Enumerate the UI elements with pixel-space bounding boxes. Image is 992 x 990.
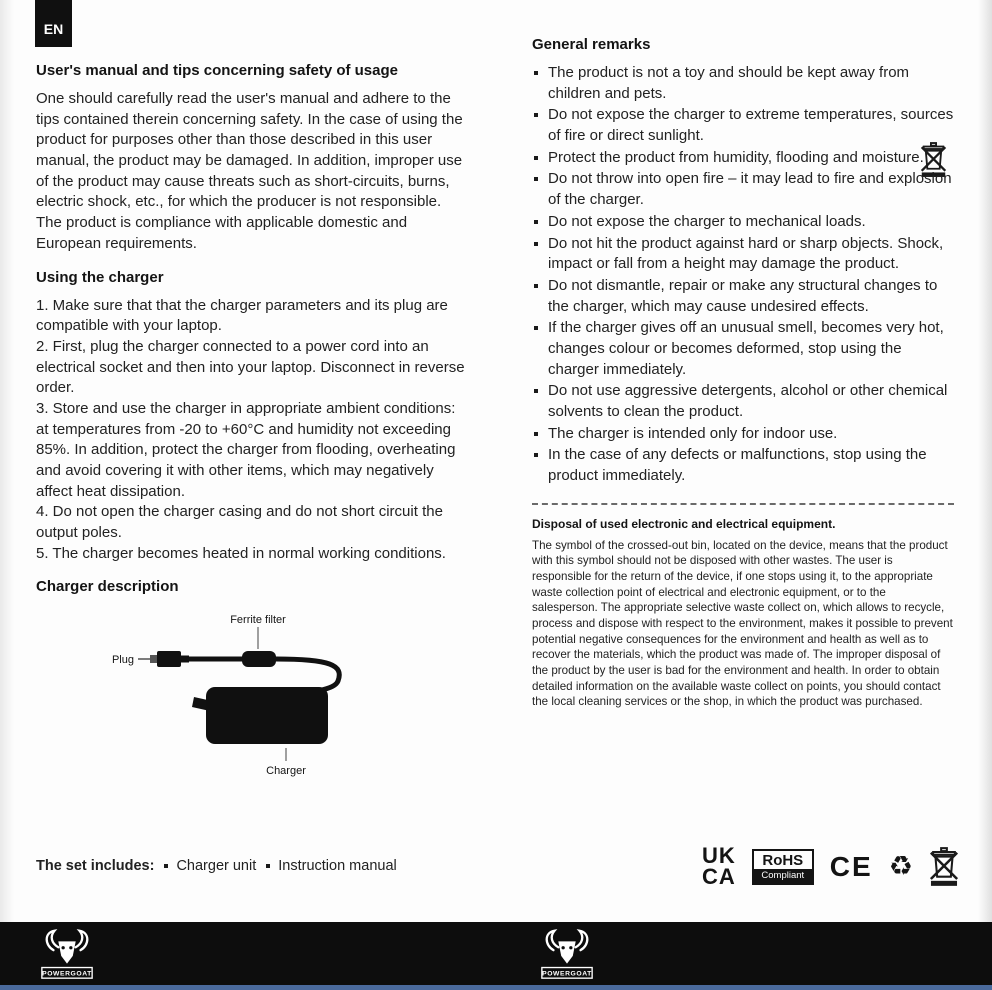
powergoat-wordmark: POWERGOAT [542,970,592,978]
plug-body-shape [157,651,181,667]
ukca-mark [702,843,736,889]
weee-crossed-bin-icon [929,847,959,887]
charger-description-heading: Charger description [36,578,179,596]
remark-item: Do not throw into open fire – it may lead to fire and explosion of the charger. [532,169,954,210]
plug-label: Plug [111,654,134,667]
set-item: Charger unit [164,858,256,874]
disposal-heading: Disposal of used electronic and electrical equipment. [532,516,836,531]
charger-label: Charger [266,765,306,778]
ce-mark: CE [829,850,873,882]
language-badge: EN [35,0,72,47]
plug-pin-shape [150,655,157,663]
footer-bar [0,922,992,985]
scan-edge-line [0,985,992,990]
using-item: 2. First, plug the charger connected to a power cord into an electrical socket and then into your laptop. Disconnect in reverse order. [36,337,465,397]
general-remarks-heading: General remarks [532,36,651,53]
general-remarks-list [532,63,954,487]
using-heading: Using the charger [36,268,164,286]
charger-diagram [36,609,470,799]
left-column [36,62,470,799]
using-item: 4. Do not open the charger casing and do not short circuit the output poles. [36,503,443,542]
charger-body-shape [206,687,328,744]
rohs-mark [752,849,814,885]
using-item: 1. Make sure that that the charger parameters and its plug are compatible with your laptop. [36,296,448,335]
ukca-line1: UK [702,843,736,868]
compliance-marks [702,843,959,889]
using-item: 3. Store and use the charger in appropriate ambient conditions: at temperatures from -20 to +60°C and humidity not exceeding 85%. In addition, protect the charger from flooding, overheating and avoid covering it with other items, which may negatively affect heat dissipation. [36,399,456,500]
using-item: 5. The charger becomes heated in normal working conditions. [36,544,446,562]
safety-body: One should carefully read the user's manual and adhere to the tips contained therein concerning safety. In the case of using the product for purposes other than those described in this user manual, the product may be damaged. In addition, improper use of the product may cause threats such as short-circuits, burns, electric shock, etc., for which the producer is not responsible. The product is compliance with applicable domestic and European requirements. [36,90,463,252]
remark-item: Do not use aggressive detergents, alcohol or other chemical solvents to clean the product. [532,381,954,422]
remark-item: In the case of any defects or malfunctions, stop using the product immediately. [532,445,954,486]
right-column [532,36,954,710]
set-item: Instruction manual [266,858,396,874]
using-list [36,296,470,565]
ukca-line2: CA [702,863,736,889]
remark-item: Do not expose the charger to mechanical loads. [532,212,954,233]
remark-item: Do not expose the charger to extreme temperatures, sources of fire or direct sunlight. [532,105,954,146]
set-includes-label: The set includes: [36,858,155,874]
rohs-compliant-label: Compliant [754,869,812,883]
rohs-label: RoHS [762,851,804,869]
powergoat-logo [538,926,596,982]
disposal-body: The symbol of the crossed-out bin, located on the device, means that the product with this symbol should not be disposed with other wastes. The user is responsible for the return of the device, if one stops using it, to the appropriate waste collection point of electrical and electronic equipment, or to the salesperson. The appropriate selective waste collect on, which allows to recycle, process and dispose with respect to the environment, makes it possible to prevent potential negative consequences for the environment and health as well as to recover the materials, which the product was made of. The improper disposal of the product by the user is bad for the environment and health. In order to obtain detailed information on the available waste collect on points, you should contact the local cleaning services or the shop, in which the product was purchased. [532,538,953,709]
charger-diagram-drawing [36,609,470,799]
ferrite-filter-shape [242,651,276,667]
goat-face-shape [558,941,575,963]
remark-item: Protect the product from humidity, flooding and moisture. [532,148,954,169]
goat-face-shape [58,941,75,963]
remark-item: If the charger gives off an unusual smell, becomes very hot, changes colour or becomes deformed, stop using the charger immediately. [532,318,954,380]
powergoat-logo [38,926,96,982]
ferrite-filter-label: Ferrite filter [230,614,286,627]
dashed-divider [532,503,954,505]
remark-item: The charger is intended only for indoor use. [532,424,954,445]
remark-item: Do not hit the product against hard or sharp objects. Shock, impact or fall from a height may damage the product. [532,234,954,275]
safety-heading: User's manual and tips concerning safety of usage [36,62,398,79]
set-includes-line [36,858,397,874]
recycle-icon: ♻ [888,851,913,882]
powergoat-wordmark: POWERGOAT [42,970,92,978]
remark-item: The product is not a toy and should be kept away from children and pets. [532,63,954,104]
remark-item: Do not dismantle, repair or make any structural changes to the charger, which may cause undesired effects. [532,276,954,317]
